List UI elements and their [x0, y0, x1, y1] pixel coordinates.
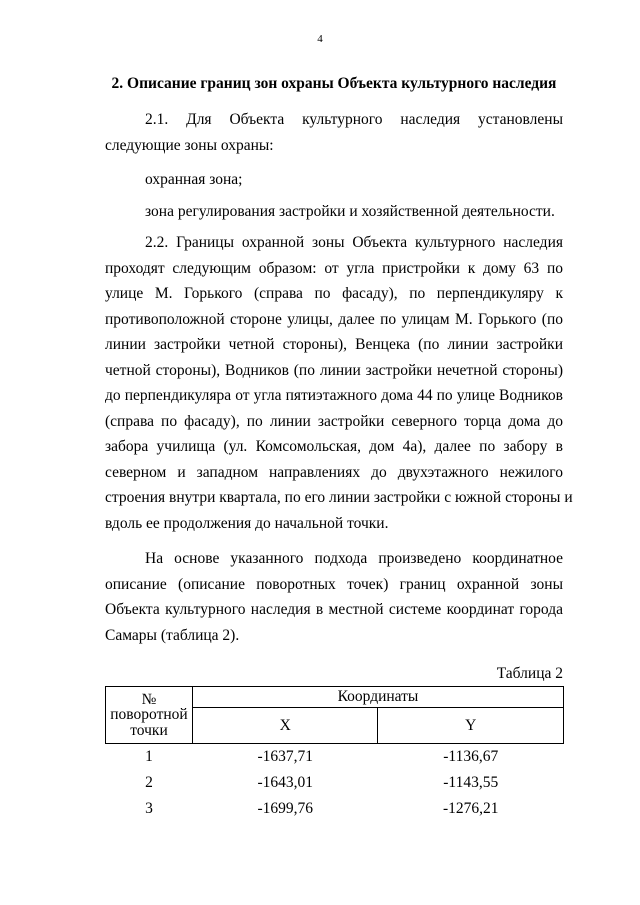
paragraph-line: до перпендикуляра от угла пятиэтажного дома 44 по улице Водников: [105, 387, 563, 404]
paragraph-2-2: [105, 230, 573, 536]
zone-item-text: охранная зона;: [145, 171, 243, 188]
paragraph-line: строения внутри квартала, по его линии застройки с южной стороны и: [105, 489, 573, 506]
header-num-line1: поворотной: [110, 706, 188, 724]
cell-point-number: 2: [145, 774, 153, 791]
cell-y: -1136,67: [443, 748, 499, 765]
table-caption: Таблица 2: [496, 665, 563, 682]
paragraph-line: На основе указанного подхода произведено координатное: [145, 550, 563, 567]
header-num-symbol: №: [141, 690, 157, 708]
cell-y: -1143,55: [443, 774, 499, 791]
paragraph-line: Объекта культурного наследия в местной системе координат города: [105, 601, 563, 618]
paragraph-line: противоположной стороне улицы, далее по улицам М. Горького (по: [105, 310, 563, 328]
header-coordinates: Координаты: [192, 687, 563, 708]
paragraph-line: вдоль ее продолжения до начальной точки.: [105, 514, 389, 532]
paragraph-line: забора училища (ул. Комсомольская, дом 4а), далее по забору в: [105, 438, 563, 455]
zone-item-text: зона регулирования застройки и хозяйственной деятельности.: [145, 203, 555, 220]
paragraph-coordinates-intro: [105, 546, 563, 648]
paragraph-line: 2.2. Границы охранной зоны Объекта культурного наследия: [145, 234, 563, 251]
table-row: [106, 744, 564, 771]
header-y: Y: [378, 708, 564, 744]
header-x: X: [192, 708, 378, 744]
cell-x: -1637,71: [257, 748, 313, 765]
cell-point-number: 3: [145, 800, 153, 817]
header-num-line2: точки: [130, 721, 168, 739]
cell-x: -1643,01: [257, 774, 313, 791]
paragraph-line: описание (описание поворотных точек) границ охранной зоны: [105, 575, 563, 593]
section-title: 2. Описание границ зон охраны Объекта культурного наследия: [111, 75, 557, 92]
paragraph-line: (справа по фасаду), по линии застройки северного торца дома до: [105, 412, 563, 430]
coordinates-table: [105, 686, 564, 822]
paragraph-line: 2.1. Для Объекта культурного наследия установлены: [145, 111, 563, 128]
paragraph-line: Самары (таблица 2).: [105, 626, 240, 644]
paragraph-line: линии застройки четной стороны), Венцека (по линии застройки: [105, 336, 563, 353]
zone-item: [105, 199, 563, 225]
zone-item: [105, 167, 563, 193]
paragraph-line: четной стороны), Водников (по линии застройки нечетной стороны): [105, 361, 563, 379]
paragraph-line: следующие зоны охраны:: [105, 136, 274, 154]
page-number: 4: [317, 33, 323, 45]
cell-point-number: 1: [145, 748, 153, 765]
paragraph-line: улице М. Горького (справа по фасаду), по перпендикуляру к: [105, 285, 563, 302]
table-row: [106, 770, 564, 796]
paragraph-line: северном и западном направлениях до двухэтажного нежилого: [105, 463, 563, 481]
paragraph-line: проходят следующим образом: от угла пристройки к дому 63 по: [105, 259, 563, 277]
paragraph-2-1: [105, 107, 563, 158]
table-row: [106, 796, 564, 822]
cell-y: -1276,21: [442, 800, 499, 817]
cell-x: -1699,76: [257, 800, 313, 817]
header-point-number: [106, 687, 193, 744]
